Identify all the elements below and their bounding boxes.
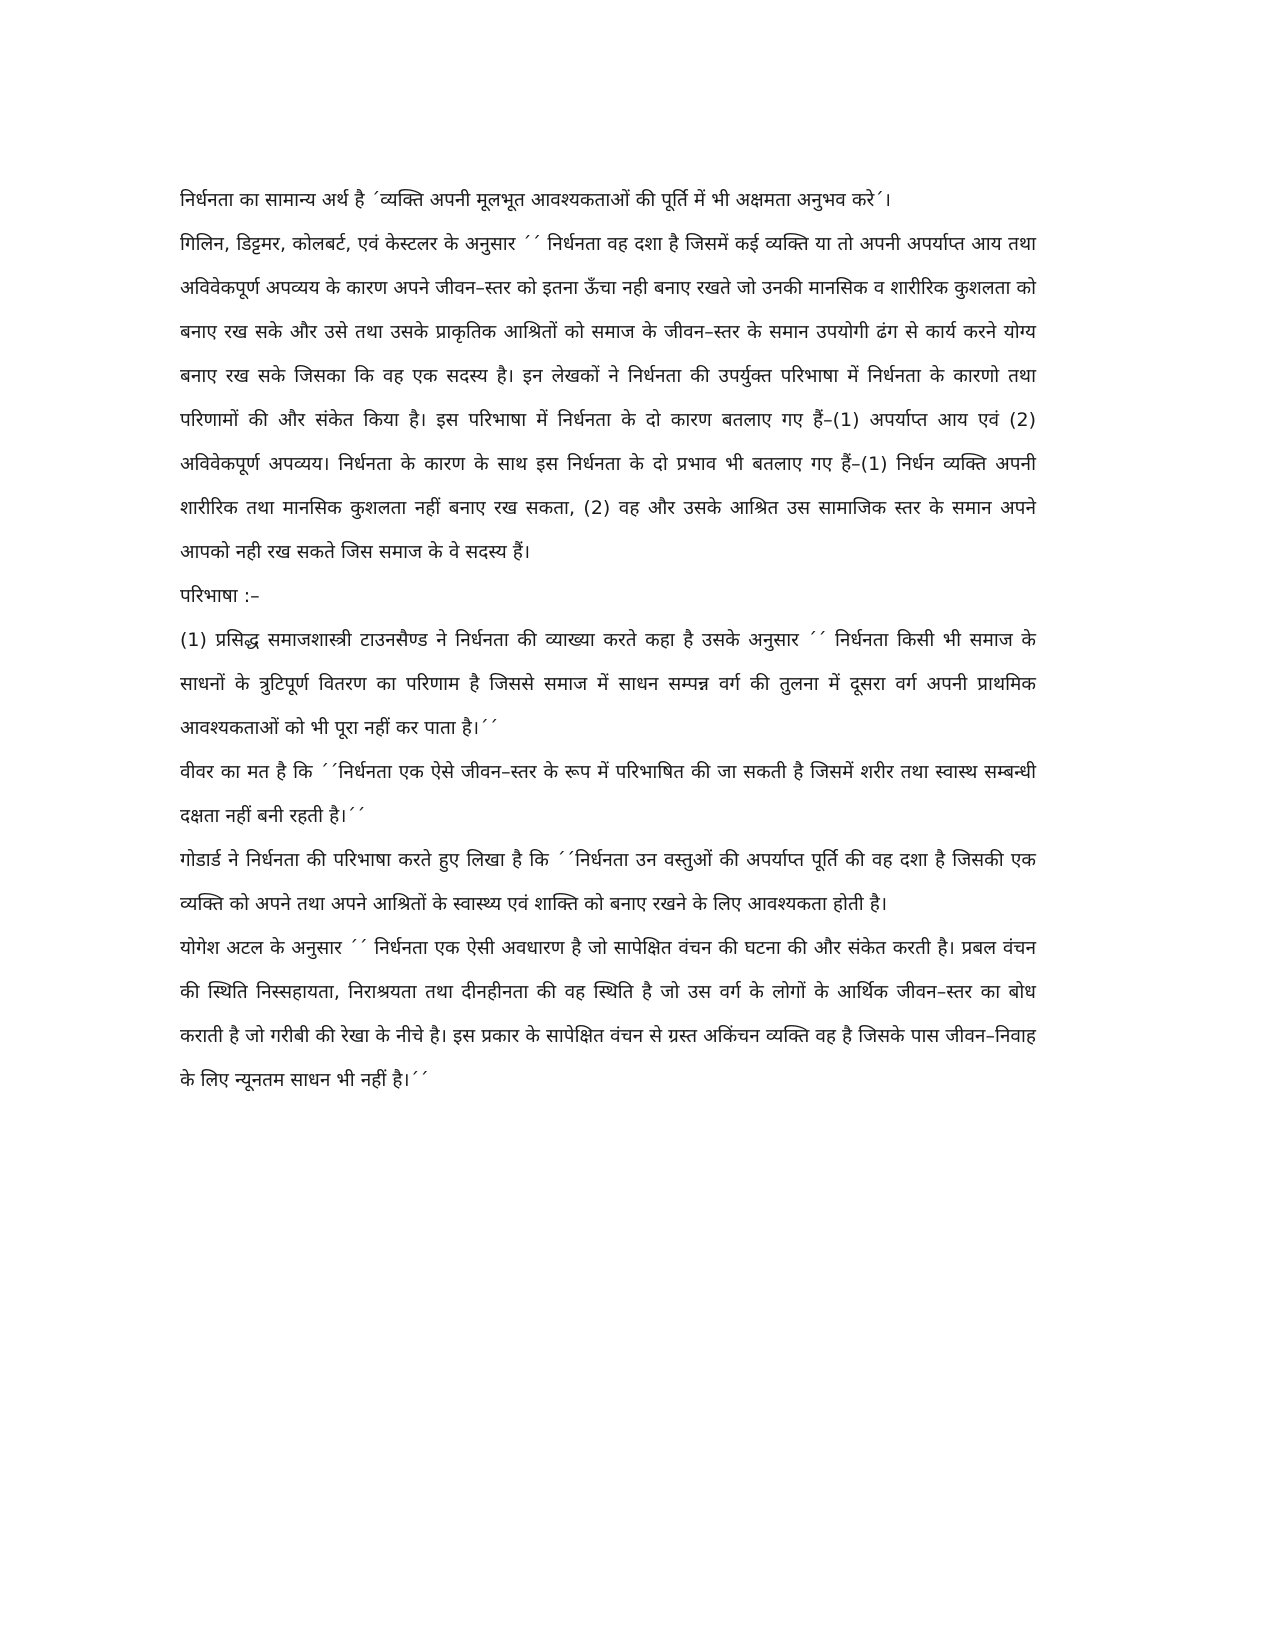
townsend-definition-paragraph: (1) प्रसिद्ध समाजशास्त्री टाउनसैण्ड ने निर्धनता की व्याख्या करते कहा है उसके अनुसार ´´ निर्धनता किसी भी समाज के साधनों के त्रुटिपूर्ण वितरण का परिणाम है जिससे समाज में साधन सम्पन्न वर्ग की तुलना में दूसरा वर्ग अपनी प्राथमिक आवश्यकताओं को भी पूरा नहीं कर पाता है।´´	[180, 629, 1036, 739]
weaver-definition-paragraph: वीवर का मत है कि ´´निर्धनता एक ऐसे जीवन–स्तर के रूप में परिभाषित की जा सकती है जिसमें शरीर तथा स्वास्थ सम्बन्धी दक्षता नहीं बनी रहती है।´´	[180, 761, 1036, 827]
yogesh-atal-definition-paragraph: योगेश अटल के अनुसार ´´ निर्धनता एक ऐसी अवधारण है जो सापेक्षित वंचन की घटना की और संकेत करती है। प्रबल वंचन की स्थिति निस्सहायता, निराश्रयता तथा दीनहीनता की वह स्थिति है जो उस वर्ग के लोगों के आर्थिक जीवन–स्तर का बोध कराती है जो गरीबी की रेखा के नीचे है। इस प्रकार के सापेक्षित वंचन से ग्रस्त अकिंचन व्यक्ति वह है जिसके पास जीवन–निवाह के लिए न्यूनतम साधन भी नहीं है।´´	[180, 937, 1036, 1091]
definitions-heading: परिभाषा :–	[180, 585, 260, 607]
intro-paragraph: निर्धनता का सामान्य अर्थ है ´व्यक्ति अपनी मूलभूत आवश्यकताओं की पूर्ति में भी अक्षमता अनुभव करे´।	[180, 189, 891, 211]
goddard-definition-paragraph: गोडार्ड ने निर्धनता की परिभाषा करते हुए लिखा है कि ´´निर्धनता उन वस्तुओं की अपर्याप्त पूर्ति की वह दशा है जिसकी एक व्यक्ति को अपने तथा अपने आश्रितों के स्वास्थ्य एवं शाक्ति को बनाए रखने के लिए आवश्यकता होती है।	[180, 849, 1036, 915]
gillin-definition-paragraph: गिलिन, डिट्टमर, कोलबर्ट, एवं केस्टलर के अनुसार ´´ निर्धनता वह दशा है जिसमें कई व्यक्ति या तो अपनी अपर्याप्त आय तथा अविवेकपूर्ण अपव्यय के कारण अपने जीवन–स्तर को इतना ऊँचा नही बनाए रखते जो उनकी मानसिक व शारीरिक कुशलता को बनाए रख सके और उसे तथा उसके प्राकृतिक आश्रितों को समाज के जीवन–स्तर के समान उपयोगी ढंग से कार्य करने योग्य बनाए रख सके जिसका कि वह एक सदस्य है। इन लेखकों ने निर्धनता की उपर्युक्त परिभाषा में निर्धनता के कारणो तथा परिणामों की और संकेत किया है। इस परिभाषा में निर्धनता के दो कारण बतलाए गए हैं–(1) अपर्याप्त आय एवं (2) अविवेकपूर्ण अपव्यय। निर्धनता के कारण के साथ इस निर्धनता के दो प्रभाव भी बतलाए गए हैं–(1) निर्धन व्यक्ति अपनी शारीरिक तथा मानसिक कुशलता नहीं बनाए रख सकता, (2) वह और उसके आश्रित उस सामाजिक स्तर के समान अपने आपको नही रख सकते जिस समाज के वे सदस्य हैं।	[180, 233, 1036, 563]
document-page	[180, 178, 1036, 1102]
